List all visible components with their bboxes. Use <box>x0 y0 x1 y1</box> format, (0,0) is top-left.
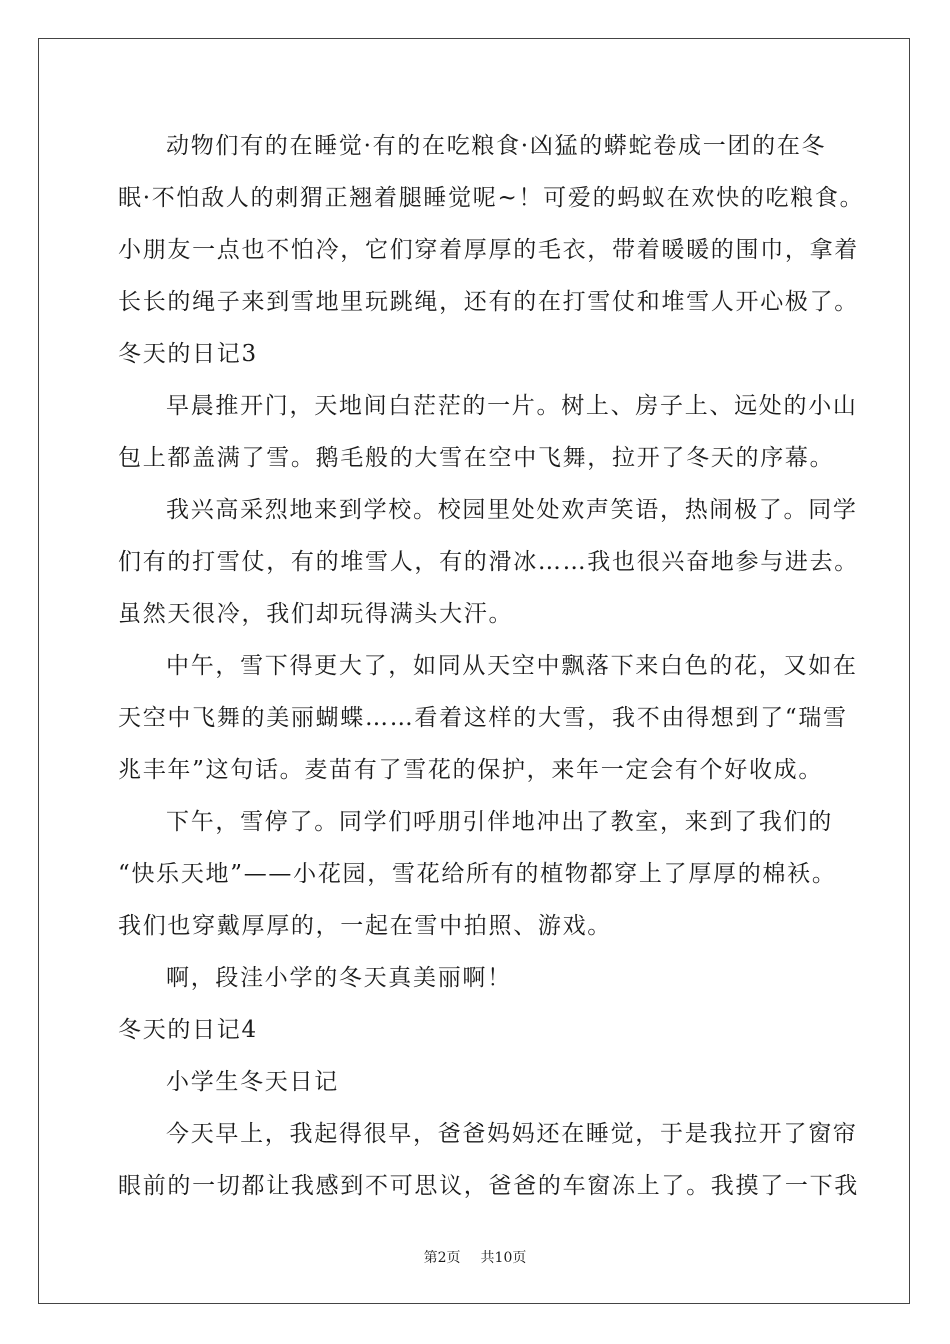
text-line: 兆丰年”这句话。麦苗有了雪花的保护，来年一定会有个好收成。 <box>118 757 824 783</box>
text-line: 小朋友一点也不怕冷，它们穿着厚厚的毛衣，带着暖暖的围巾，拿着 <box>118 237 859 263</box>
text-line: 我们也穿戴厚厚的，一起在雪中拍照、游戏。 <box>118 913 612 939</box>
text-line: “快乐天地”——小花园，雪花给所有的植物都穿上了厚厚的棉袄。 <box>118 861 837 887</box>
text-line: 今天早上，我起得很早，爸爸妈妈还在睡觉，于是我拉开了窗帘 <box>166 1121 858 1147</box>
text-line: 包上都盖满了雪。鹅毛般的大雪在空中飞舞，拉开了冬天的序幕。 <box>118 445 835 471</box>
text-line: 冬天的日记3 <box>118 341 258 367</box>
text-line: 我兴高采烈地来到学校。校园里处处欢声笑语，热闹极了。同学 <box>166 497 858 523</box>
text-line: 下午，雪停了。同学们呼朋引伴地冲出了教室，来到了我们的 <box>166 809 833 835</box>
text-line: 眼前的一切都让我感到不可思议，爸爸的车窗冻上了。我摸了一下我 <box>118 1173 859 1199</box>
document-body <box>118 124 865 1216</box>
text-line: 早晨推开门，天地间白茫茫的一片。树上、房子上、远处的小山 <box>166 393 858 419</box>
text-line: 眠·不怕敌人的刺猬正翘着腿睡觉呢~！可爱的蚂蚁在欢快的吃粮食。 <box>118 185 865 211</box>
page-number: 第2页 <box>423 1250 461 1266</box>
text-line: 中午，雪下得更大了，如同从天空中飘落下来白色的花，又如在 <box>166 653 858 679</box>
text-line: 虽然天很冷，我们却玩得满头大汗。 <box>118 601 514 627</box>
text-line: 动物们有的在睡觉·有的在吃粮食·凶猛的蟒蛇卷成一团的在冬 <box>166 133 827 159</box>
text-line: 长长的绳子来到雪地里玩跳绳，还有的在打雪仗和堆雪人开心极了。 <box>118 289 859 315</box>
text-line: 小学生冬天日记 <box>166 1069 339 1095</box>
text-line: 天空中飞舞的美丽蝴蝶……看着这样的大雪，我不由得想到了“瑞雪 <box>118 705 848 731</box>
text-line: 们有的打雪仗，有的堆雪人，有的滑冰……我也很兴奋地参与进去。 <box>118 549 859 575</box>
text-line: 啊，段洼小学的冬天真美丽啊！ <box>166 965 512 991</box>
page-footer <box>0 1247 950 1267</box>
text-line: 冬天的日记4 <box>118 1017 258 1043</box>
page-total: 共10页 <box>480 1250 527 1266</box>
